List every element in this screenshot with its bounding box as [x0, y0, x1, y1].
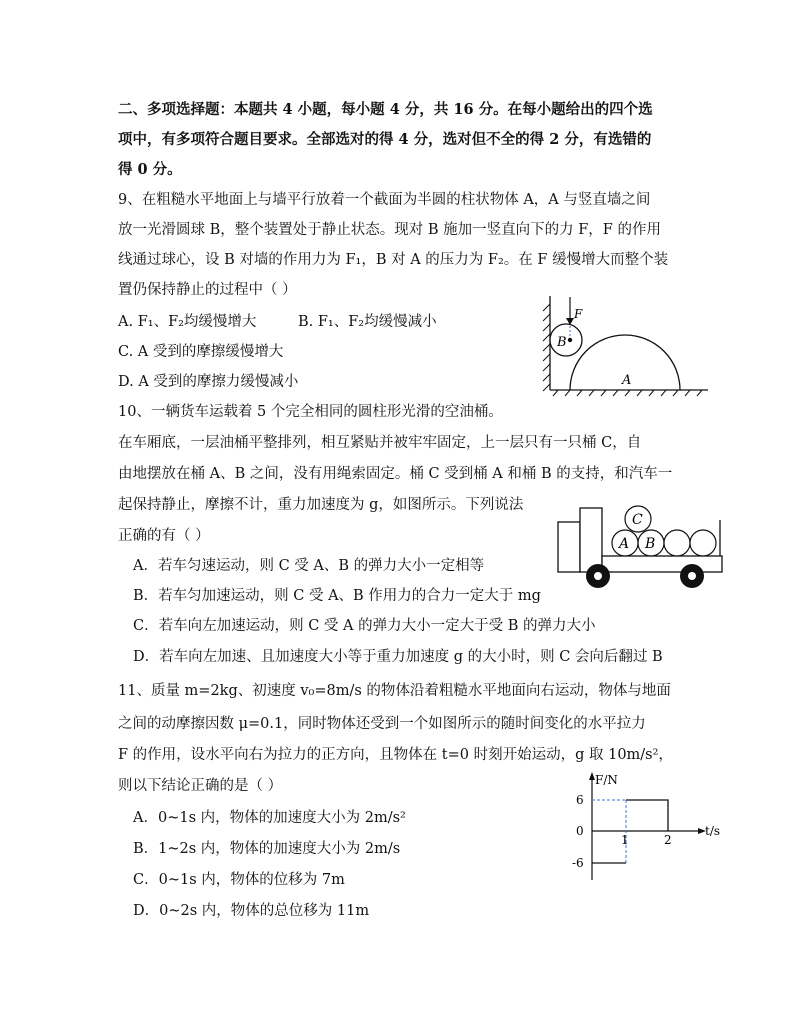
q10-stem-line-3: 由地摆放在桶 A、B 之间，没有用绳索固定。桶 C 受到桶 A 和桶 B 的支持，和汽车一 — [118, 466, 673, 482]
q11-graph-ylabel: F/N — [595, 773, 618, 787]
section-header-line-2: 项中，有多项符合题目要求。全部选对的得 4 分，选对但不全的得 2 分，有选错的 — [118, 131, 652, 148]
q10-stem-line-2: 在车厢底，一层油桶平整排列，相互紧贴并被牢牢固定，上一层只有一只桶 C，自 — [118, 435, 642, 451]
q9-wall-hemisphere-figure — [540, 292, 715, 397]
section-header-line-3: 得 0 分。 — [118, 161, 182, 178]
q10-fig-label-c: C — [632, 512, 643, 528]
q11-option-b: B．1~2s 内，物体的加速度大小为 2m/s — [133, 841, 401, 857]
q10-fig-label-b: B — [645, 536, 656, 552]
q11-graph-tick-1: 1 — [621, 833, 629, 847]
q9-stem-line-2: 放一光滑圆球 B，整个装置处于静止状态。现对 B 施加一竖直向下的力 F，F 的作用 — [118, 222, 661, 238]
q11-graph-tick-0: 0 — [576, 824, 584, 838]
q9-option-b: B. F₁、F₂均缓慢减小 — [298, 314, 437, 330]
q11-force-time-graph — [560, 768, 730, 886]
q10-truck-figure — [555, 500, 725, 592]
q10-option-b: B．若车匀加速运动，则 C 受 A、B 作用力的合力一定大于 mg — [133, 588, 541, 604]
q9-fig-label-f: F — [574, 307, 583, 321]
q11-option-d: D．0~2s 内，物体的总位移为 11m — [133, 903, 370, 919]
q10-stem-line-4: 起保持静止，摩擦不计，重力加速度为 g，如图所示。下列说法 — [118, 497, 524, 513]
q11-stem-line-4: 则以下结论正确的是（ ） — [118, 778, 283, 794]
q9-stem-line-3: 线通过球心，设 B 对墙的作用力为 F₁，B 对 A 的压力为 F₂。在 F 缓慢增大而整个装 — [118, 252, 669, 268]
q10-stem-line-1: 10、一辆货车运载着 5 个完全相同的圆柱形光滑的空油桶。 — [118, 404, 503, 420]
q10-fig-label-a: A — [619, 536, 630, 552]
q9-option-d: D. A 受到的摩擦力缓慢减小 — [118, 374, 299, 390]
q9-fig-label-b: B — [557, 335, 567, 350]
q10-option-d: D．若车向左加速、且加速度大小等于重力加速度 g 的大小时，则 C 会向后翻过 B — [133, 649, 663, 665]
q11-graph-tick-neg6: -6 — [572, 856, 584, 870]
q9-option-c: C. A 受到的摩擦缓慢增大 — [118, 344, 284, 360]
q9-fig-label-a: A — [622, 373, 632, 388]
q11-option-a: A．0~1s 内，物体的加速度大小为 2m/s² — [133, 810, 406, 826]
section-header-line-1: 二、多项选择题：本题共 4 小题，每小题 4 分，共 16 分。在每小题给出的四个选 — [118, 101, 653, 118]
q11-stem-line-2: 之间的动摩擦因数 μ=0.1，同时物体还受到一个如图所示的随时间变化的水平拉力 — [118, 716, 646, 732]
q9-stem-line-1: 9、在粗糙水平地面上与墙平行放着一个截面为半圆的柱状物体 A，A 与竖直墙之间 — [118, 192, 651, 208]
q10-option-a: A．若车匀速运动，则 C 受 A、B 的弹力大小一定相等 — [133, 558, 485, 574]
q11-graph-tick-6: 6 — [576, 793, 584, 807]
q10-stem-line-5: 正确的有（ ） — [118, 528, 210, 544]
q9-stem-line-4: 置仍保持静止的过程中（ ） — [118, 282, 297, 298]
q10-option-c: C．若车向左加速运动，则 C 受 A 的弹力大小一定大于受 B 的弹力大小 — [133, 618, 596, 634]
q11-stem-line-3: F 的作用，设水平向右为拉力的正方向，且物体在 t=0 时刻开始运动，g 取 10m/s²， — [118, 747, 673, 763]
q9-option-a: A. F₁、F₂均缓慢增大 — [118, 314, 257, 330]
q11-option-c: C．0~1s 内，物体的位移为 7m — [133, 872, 345, 888]
q11-graph-xlabel: t/s — [705, 824, 721, 838]
q11-stem-line-1: 11、质量 m=2kg、初速度 v₀=8m/s 的物体沿着粗糙水平地面向右运动，物体与地面 — [118, 683, 671, 699]
q11-graph-tick-2: 2 — [664, 833, 672, 847]
